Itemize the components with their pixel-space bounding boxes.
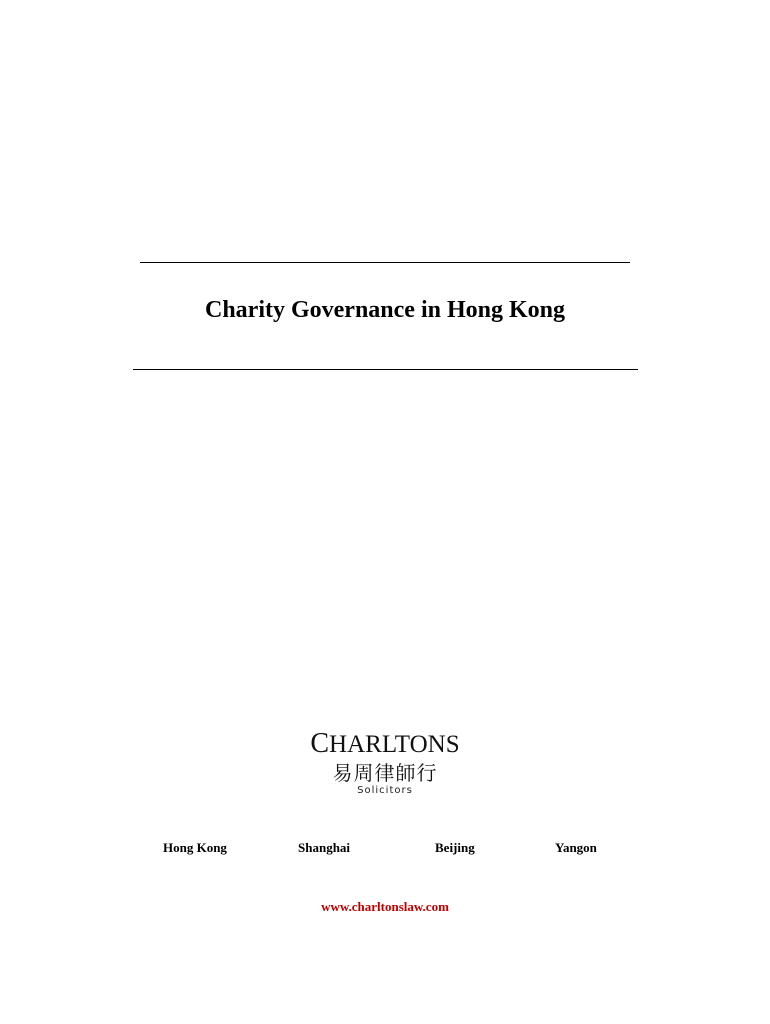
logo-chinese-name: 易周律師行 — [332, 761, 438, 785]
office-beijing: Beijing — [435, 840, 475, 855]
title-top-rule — [140, 262, 630, 263]
office-shanghai: Shanghai — [298, 840, 351, 855]
office-yangon: Yangon — [555, 840, 597, 855]
logo-wordmark — [0, 728, 770, 761]
logo-wordmark-rest: HARLTONS — [329, 731, 460, 758]
website-link[interactable]: www.charltonslaw.com — [321, 899, 449, 914]
title-bottom-rule — [133, 369, 638, 370]
logo-wordmark-initial: C — [310, 728, 330, 759]
firm-logo — [0, 728, 770, 797]
document-title: Charity Governance in Hong Kong — [204, 297, 565, 323]
logo-subtitle: Solicitors — [357, 785, 413, 796]
office-hong-kong: Hong Kong — [163, 840, 227, 855]
